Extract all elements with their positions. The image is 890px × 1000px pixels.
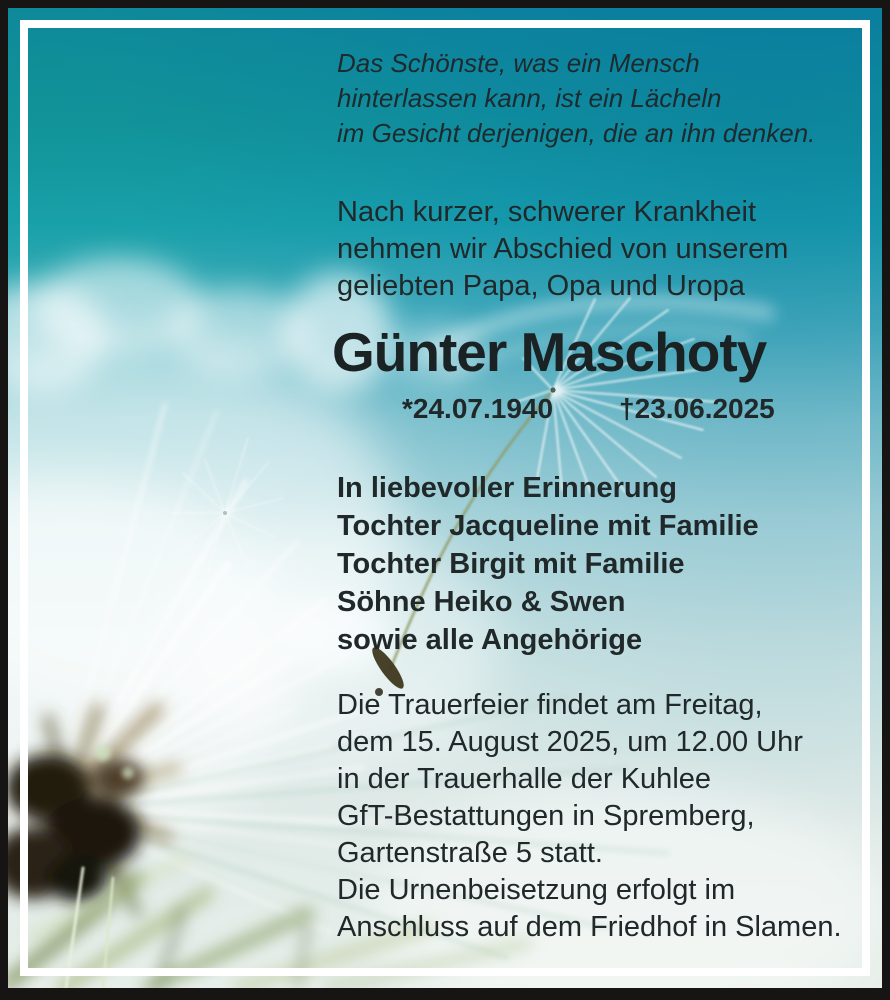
notice-text-layer xyxy=(8,8,882,988)
quote-line: hinterlassen kann, ist ein Lächeln xyxy=(337,83,722,113)
mourner-line: Tochter Jacqueline mit Familie xyxy=(337,510,759,542)
funeral-line: dem 15. August 2025, um 12.00 Uhr xyxy=(337,726,803,758)
funeral-line: GfT-Bestattungen in Spremberg, xyxy=(337,800,755,832)
memorial-quote xyxy=(337,46,815,151)
quote-line: Das Schönste, was ein Mensch xyxy=(337,48,700,78)
funeral-info xyxy=(337,687,842,946)
life-dates xyxy=(402,392,775,426)
mourner-line: Tochter Birgit mit Familie xyxy=(337,548,685,580)
intro-line: geliebten Papa, Opa und Uropa xyxy=(337,270,745,302)
mourner-line: sowie alle Angehörige xyxy=(337,624,643,656)
funeral-line: in der Trauerhalle der Kuhlee xyxy=(337,763,712,795)
intro-line: nehmen wir Abschied von unserem xyxy=(337,233,789,265)
funeral-line: Die Urnenbeisetzung erfolgt im xyxy=(337,874,736,906)
intro-line: Nach kurzer, schwerer Krankheit xyxy=(337,196,757,228)
funeral-line: Die Trauerfeier findet am Freitag, xyxy=(337,689,763,721)
funeral-line: Anschluss auf dem Friedhof in Slamen. xyxy=(337,911,842,943)
quote-line: im Gesicht derjenigen, die an ihn denken. xyxy=(337,118,816,148)
mourners-list xyxy=(337,469,759,659)
intro-text xyxy=(337,194,788,305)
mourner-line: In liebevoller Erinnerung xyxy=(337,472,678,504)
mourner-line: Söhne Heiko & Swen xyxy=(337,586,626,618)
deceased-name: Günter Maschoty xyxy=(332,321,767,383)
funeral-line: Gartenstraße 5 statt. xyxy=(337,837,603,869)
birth-date: *24.07.1940 xyxy=(402,393,554,424)
death-date: †23.06.2025 xyxy=(619,393,775,424)
